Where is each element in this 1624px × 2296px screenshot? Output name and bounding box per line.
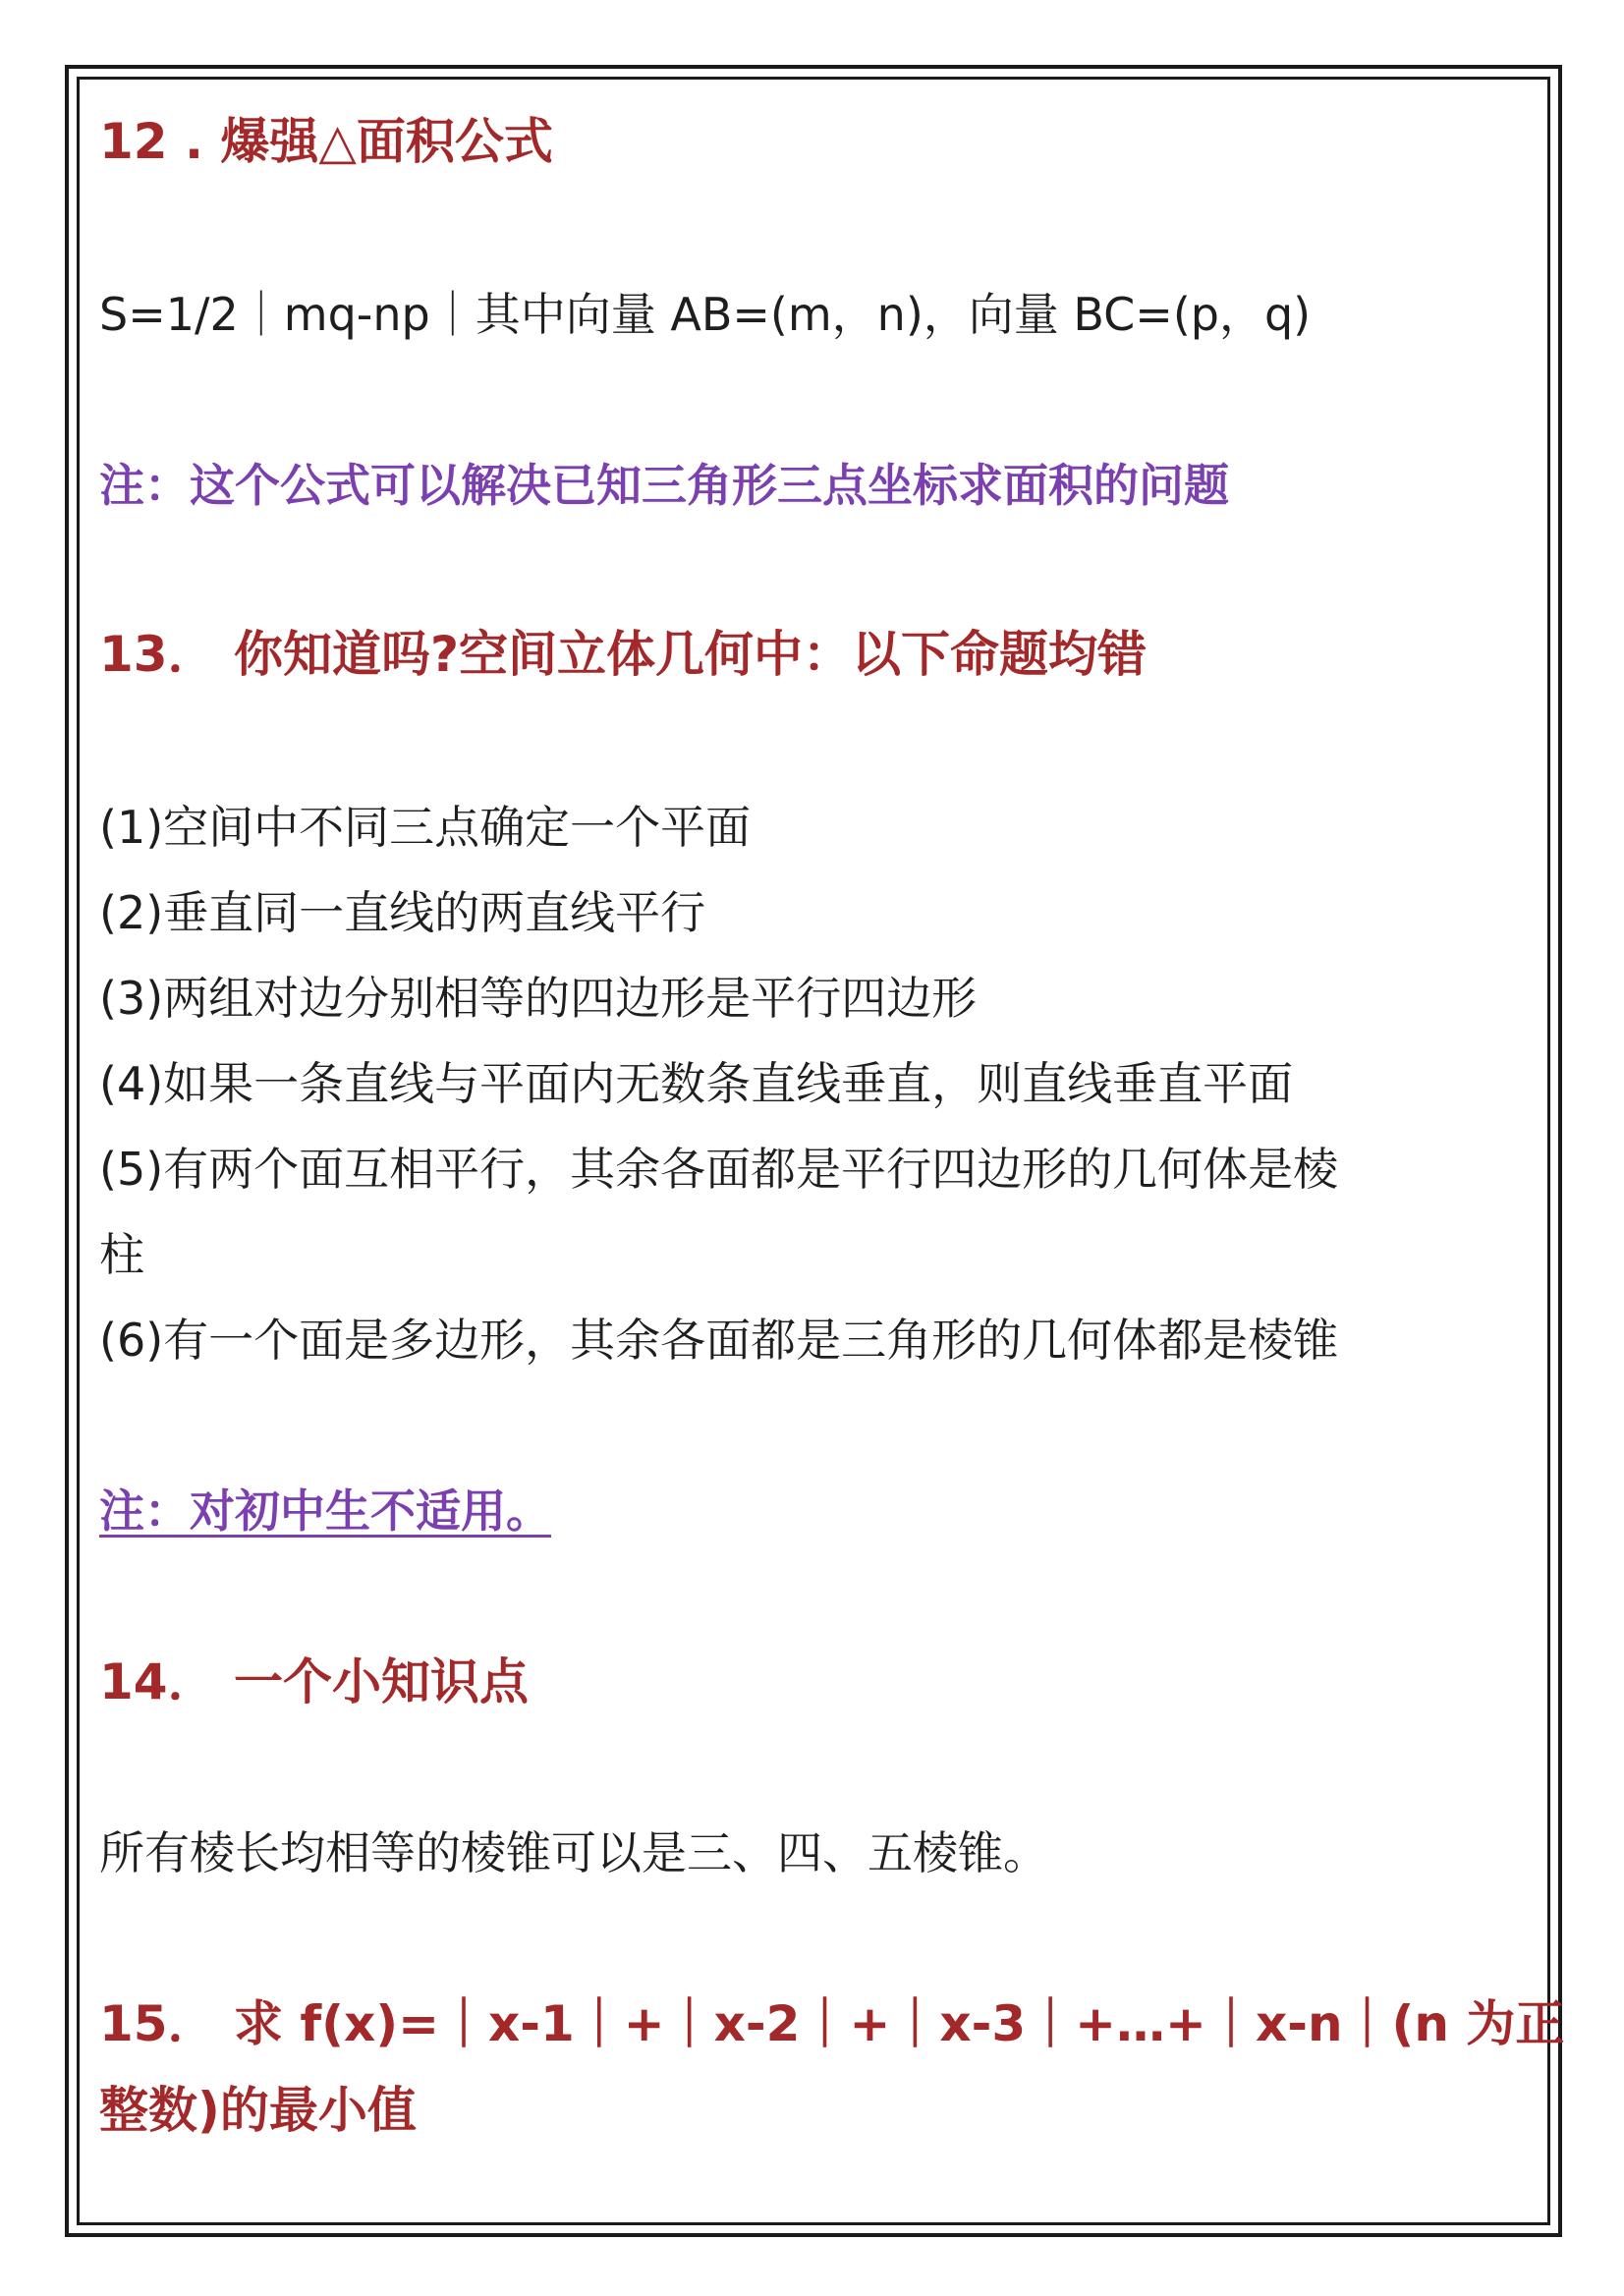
section-12-heading: 12 . 爆强△面积公式 — [99, 113, 553, 170]
section-13-item-5-continued: 柱 — [99, 1228, 144, 1281]
section-14-heading: 14． 一个小知识点 — [99, 1653, 529, 1710]
section-13-item-5: (5)有两个面互相平行，其余各面都是平行四边形的几何体是棱 — [99, 1143, 1339, 1196]
section-15-heading-line-2: 整数)的最小值 — [99, 2082, 417, 2139]
section-13-item-6: (6)有一个面是多边形，其余各面都是三角形的几何体都是棱锥 — [99, 1314, 1339, 1367]
section-13-item-4: (4)如果一条直线与平面内无数条直线垂直，则直线垂直平面 — [99, 1057, 1294, 1110]
section-13-item-3: (3)两组对边分别相等的四边形是平行四边形 — [99, 972, 978, 1025]
section-13-item-1: (1)空间中不同三点确定一个平面 — [99, 801, 752, 854]
section-14-text: 所有棱长均相等的棱锥可以是三、四、五棱锥。 — [99, 1826, 1048, 1879]
section-15-heading-line-1: 15． 求 f(x)=｜x-1｜+｜x-2｜+｜x-3｜+…+｜x-n｜(n 为正 — [99, 1995, 1565, 2052]
section-13-note: 注：对初中生不适用。 — [99, 1484, 551, 1538]
section-12-note: 注：这个公式可以解决已知三角形三点坐标求面积的问题 — [99, 459, 1229, 512]
section-13-item-2: (2)垂直同一直线的两直线平行 — [99, 886, 706, 939]
section-12-formula: S=1/2｜mq-np｜其中向量 AB=(m，n)，向量 BC=(p，q) — [99, 288, 1312, 341]
section-13-heading: 13． 你知道吗?空间立体几何中：以下命题均错 — [99, 626, 1147, 683]
